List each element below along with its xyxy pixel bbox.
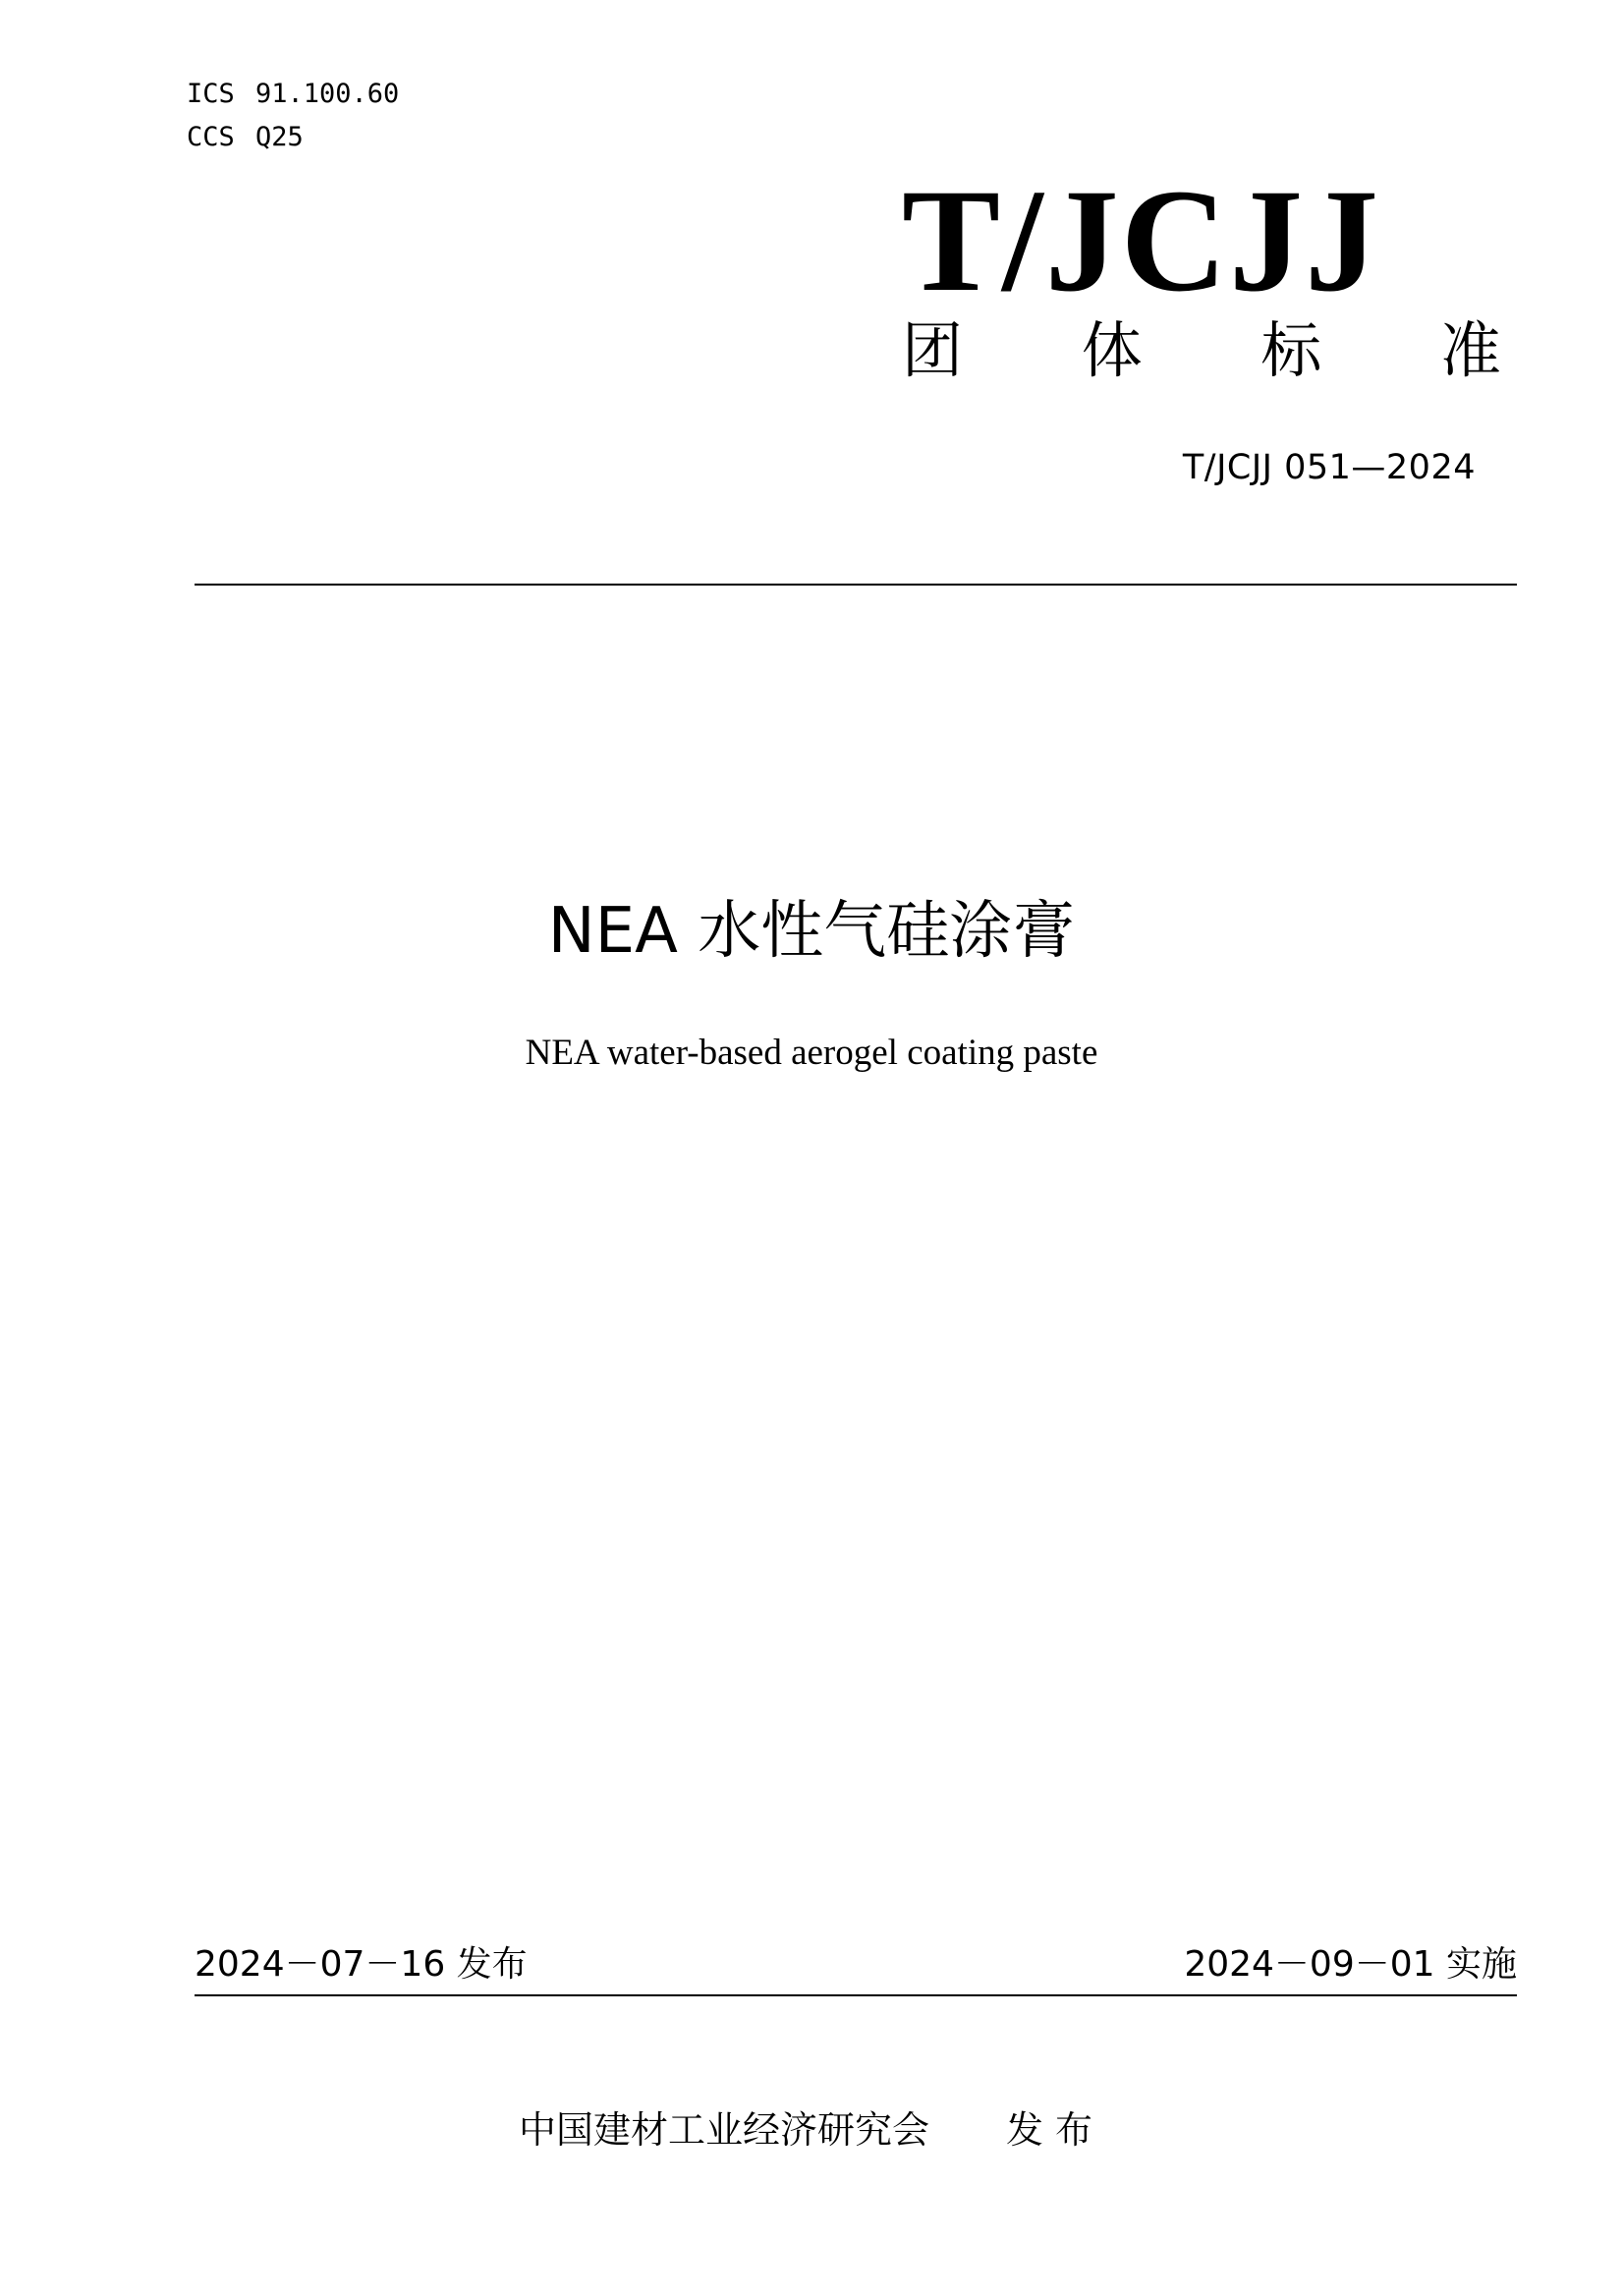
standard-type-char: 团 — [902, 314, 964, 386]
ccs-value: Q25 — [255, 122, 304, 152]
effective-date: 2024－09－01 实施 — [1184, 1944, 1517, 1985]
standard-type-char: 体 — [1081, 314, 1143, 386]
footer-divider — [195, 1994, 1517, 1996]
header-divider — [195, 584, 1517, 586]
document-title-english: NEA water-based aerogel coating paste — [525, 1033, 1098, 1073]
document-title-chinese: NEA 水性气硅涂膏 — [547, 895, 1076, 968]
publisher-action: 发布 — [1006, 2108, 1105, 2152]
ics-label: ICS — [187, 79, 235, 109]
ccs-classification — [187, 122, 304, 153]
standard-type-char: 准 — [1439, 314, 1501, 386]
ics-classification — [187, 79, 399, 110]
publisher-line — [0, 2107, 1623, 2153]
standard-type-heading — [902, 316, 1501, 385]
publisher-name: 中国建材工业经济研究会 — [518, 2108, 929, 2152]
standard-number: T/JCJJ 051—2024 — [1182, 448, 1476, 487]
ics-value: 91.100.60 — [255, 79, 400, 109]
publish-date: 2024－07－16 发布 — [195, 1944, 528, 1985]
standard-logo: T/JCJJ — [902, 159, 1381, 322]
standard-type-char: 标 — [1260, 314, 1322, 386]
ccs-label: CCS — [187, 122, 235, 152]
